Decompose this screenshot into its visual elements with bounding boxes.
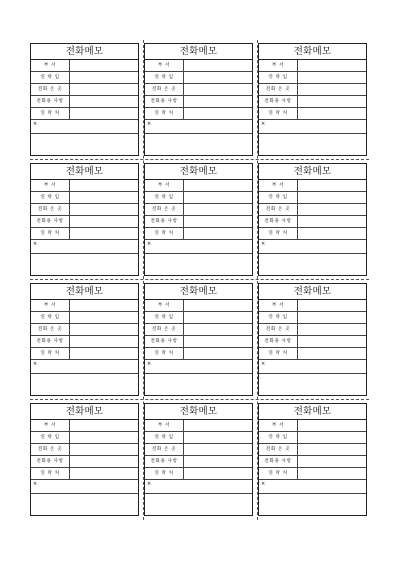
memo-title: 전화메모 [31, 284, 138, 300]
note-line[interactable] [259, 480, 366, 494]
phone-memo-form [30, 43, 139, 156]
note-mark: × [147, 361, 152, 367]
field-value[interactable] [70, 204, 138, 215]
note-line[interactable] [31, 120, 138, 134]
field-value[interactable] [70, 180, 138, 191]
field-value[interactable] [184, 432, 252, 443]
field-label-contact-person: 연 락 임 [145, 432, 184, 443]
field-label-caller: 전화 온 곳 [31, 324, 70, 335]
field-row [259, 72, 366, 84]
field-label-caller: 전화 온 곳 [259, 204, 298, 215]
field-row [259, 420, 366, 432]
field-value[interactable] [184, 456, 252, 467]
field-value[interactable] [70, 432, 138, 443]
field-row [31, 180, 138, 192]
field-value[interactable] [298, 324, 366, 335]
note-area[interactable] [31, 374, 138, 398]
field-value[interactable] [184, 420, 252, 431]
note-area[interactable] [145, 374, 252, 398]
field-label-contact-person: 연 락 임 [259, 192, 298, 203]
phone-memo-form [144, 403, 253, 516]
field-value[interactable] [70, 456, 138, 467]
note-mark: × [33, 481, 38, 487]
field-row [31, 84, 138, 96]
phone-memo-form [30, 403, 139, 516]
note-area[interactable] [145, 134, 252, 158]
field-row [31, 444, 138, 456]
note-mark: × [147, 121, 152, 127]
field-label-caller: 전화 온 곳 [31, 204, 70, 215]
field-label-contact-number: 연 락 처 [145, 468, 184, 479]
field-row [31, 60, 138, 72]
field-label-department: 부 서 [259, 180, 298, 191]
field-label-caller: 전화 온 곳 [31, 444, 70, 455]
field-value[interactable] [298, 228, 366, 239]
note-mark: × [261, 361, 266, 367]
field-value[interactable] [70, 312, 138, 323]
field-label-call-details: 전화용 사항 [259, 96, 298, 107]
field-value[interactable] [70, 324, 138, 335]
horizontal-cut-line [30, 159, 369, 160]
field-row [145, 336, 252, 348]
field-row [31, 312, 138, 324]
field-row [259, 336, 366, 348]
field-label-department: 부 서 [259, 420, 298, 431]
field-row [31, 108, 138, 120]
field-label-call-details: 전화용 사항 [145, 96, 184, 107]
field-value[interactable] [298, 468, 366, 479]
field-label-department: 부 서 [259, 60, 298, 71]
field-row [259, 96, 366, 108]
field-value[interactable] [70, 60, 138, 71]
field-value[interactable] [184, 84, 252, 95]
field-label-department: 부 서 [145, 180, 184, 191]
field-value[interactable] [184, 216, 252, 227]
field-label-contact-number: 연 락 처 [259, 348, 298, 359]
field-value[interactable] [184, 72, 252, 83]
field-value[interactable] [70, 468, 138, 479]
field-row [145, 312, 252, 324]
note-area[interactable] [259, 374, 366, 398]
note-mark: × [261, 121, 266, 127]
field-value[interactable] [184, 204, 252, 215]
field-value[interactable] [70, 420, 138, 431]
field-value[interactable] [298, 348, 366, 359]
phone-memo-form [258, 283, 367, 396]
field-row [145, 216, 252, 228]
memo-title: 전화메모 [259, 404, 366, 420]
field-value[interactable] [298, 444, 366, 455]
field-row [259, 300, 366, 312]
memo-title: 전화메모 [259, 164, 366, 180]
field-label-contact-number: 연 락 처 [145, 228, 184, 239]
field-row [259, 324, 366, 336]
field-label-call-details: 전화용 사항 [145, 216, 184, 227]
field-value[interactable] [184, 180, 252, 191]
field-row [145, 444, 252, 456]
field-row [259, 192, 366, 204]
field-row [259, 60, 366, 72]
field-value[interactable] [298, 60, 366, 71]
note-area[interactable] [31, 134, 138, 158]
field-row [259, 204, 366, 216]
note-line[interactable] [145, 360, 252, 374]
field-value[interactable] [184, 96, 252, 107]
field-row [145, 60, 252, 72]
field-value[interactable] [70, 348, 138, 359]
field-label-call-details: 전화용 사항 [31, 336, 70, 347]
note-line[interactable] [31, 360, 138, 374]
field-row [259, 108, 366, 120]
field-value[interactable] [298, 456, 366, 467]
field-value[interactable] [298, 432, 366, 443]
note-mark: × [261, 241, 266, 247]
field-row [145, 432, 252, 444]
field-row [145, 72, 252, 84]
field-label-caller: 전화 온 곳 [259, 324, 298, 335]
field-row [145, 192, 252, 204]
field-value[interactable] [298, 72, 366, 83]
field-label-department: 부 서 [31, 300, 70, 311]
field-row [259, 348, 366, 360]
memo-title: 전화메모 [31, 44, 138, 60]
note-line[interactable] [259, 240, 366, 254]
memo-title: 전화메모 [145, 404, 252, 420]
field-row [259, 228, 366, 240]
field-label-caller: 전화 온 곳 [145, 204, 184, 215]
field-label-contact-person: 연 락 임 [259, 72, 298, 83]
field-label-caller: 전화 온 곳 [145, 84, 184, 95]
field-value[interactable] [70, 72, 138, 83]
field-label-contact-person: 연 락 임 [31, 312, 70, 323]
field-value[interactable] [70, 228, 138, 239]
note-mark: × [33, 241, 38, 247]
field-row [31, 420, 138, 432]
note-area[interactable] [31, 494, 138, 518]
phone-memo-form [258, 43, 367, 156]
field-label-call-details: 전화용 사항 [259, 456, 298, 467]
memo-title: 전화메모 [145, 164, 252, 180]
field-value[interactable] [298, 192, 366, 203]
field-row [31, 432, 138, 444]
field-row [259, 444, 366, 456]
note-mark: × [147, 241, 152, 247]
field-label-call-details: 전화용 사항 [145, 456, 184, 467]
note-mark: × [33, 121, 38, 127]
field-value[interactable] [184, 108, 252, 119]
note-line[interactable] [31, 480, 138, 494]
field-row [31, 468, 138, 480]
memo-title: 전화메모 [31, 404, 138, 420]
field-label-call-details: 전화용 사항 [145, 336, 184, 347]
field-row [31, 300, 138, 312]
note-area[interactable] [145, 254, 252, 278]
field-value[interactable] [298, 300, 366, 311]
field-row [31, 192, 138, 204]
note-line[interactable] [145, 480, 252, 494]
phone-memo-form [144, 283, 253, 396]
field-row [31, 204, 138, 216]
phone-memo-form [144, 43, 253, 156]
memo-title: 전화메모 [259, 44, 366, 60]
field-value[interactable] [298, 204, 366, 215]
field-label-department: 부 서 [145, 60, 184, 71]
field-label-department: 부 서 [31, 180, 70, 191]
field-row [31, 72, 138, 84]
phone-memo-form [30, 283, 139, 396]
note-mark: × [261, 481, 266, 487]
field-row [31, 456, 138, 468]
note-area[interactable] [31, 254, 138, 278]
memo-title: 전화메모 [259, 284, 366, 300]
field-row [145, 96, 252, 108]
note-line[interactable] [145, 120, 252, 134]
note-area[interactable] [259, 494, 366, 518]
horizontal-cut-line [30, 399, 369, 400]
field-value[interactable] [70, 216, 138, 227]
field-label-contact-person: 연 락 임 [259, 432, 298, 443]
field-row [31, 216, 138, 228]
field-value[interactable] [298, 96, 366, 107]
field-row [145, 348, 252, 360]
field-row [31, 348, 138, 360]
field-label-contact-number: 연 락 처 [31, 228, 70, 239]
note-area[interactable] [259, 134, 366, 158]
note-line[interactable] [145, 240, 252, 254]
memo-title: 전화메모 [145, 44, 252, 60]
field-label-call-details: 전화용 사항 [259, 216, 298, 227]
field-label-department: 부 서 [145, 300, 184, 311]
field-label-contact-number: 연 락 처 [259, 468, 298, 479]
field-label-call-details: 전화용 사항 [31, 456, 70, 467]
field-value[interactable] [298, 84, 366, 95]
field-row [31, 228, 138, 240]
field-row [259, 312, 366, 324]
field-label-caller: 전화 온 곳 [259, 444, 298, 455]
field-value[interactable] [184, 348, 252, 359]
field-row [259, 456, 366, 468]
field-row [145, 456, 252, 468]
note-mark: × [147, 481, 152, 487]
field-value[interactable] [70, 108, 138, 119]
field-row [145, 108, 252, 120]
field-label-contact-number: 연 락 처 [145, 108, 184, 119]
field-value[interactable] [184, 468, 252, 479]
field-label-contact-person: 연 락 임 [259, 312, 298, 323]
field-value[interactable] [298, 420, 366, 431]
field-value[interactable] [70, 192, 138, 203]
field-label-department: 부 서 [259, 300, 298, 311]
field-label-contact-person: 연 락 임 [31, 72, 70, 83]
field-value[interactable] [184, 336, 252, 347]
field-value[interactable] [184, 324, 252, 335]
field-value[interactable] [184, 60, 252, 71]
note-area[interactable] [145, 494, 252, 518]
memo-title: 전화메모 [145, 284, 252, 300]
field-value[interactable] [70, 444, 138, 455]
field-value[interactable] [184, 228, 252, 239]
field-row [145, 468, 252, 480]
field-row [259, 432, 366, 444]
field-row [259, 216, 366, 228]
field-row [31, 96, 138, 108]
field-row [145, 300, 252, 312]
field-label-caller: 전화 온 곳 [145, 444, 184, 455]
field-value[interactable] [184, 192, 252, 203]
field-label-contact-person: 연 락 임 [31, 432, 70, 443]
memo-sheet [30, 40, 369, 520]
field-label-call-details: 전화용 사항 [259, 336, 298, 347]
note-line[interactable] [31, 240, 138, 254]
field-value[interactable] [70, 96, 138, 107]
field-value[interactable] [184, 444, 252, 455]
field-value[interactable] [70, 300, 138, 311]
phone-memo-form [258, 403, 367, 516]
field-value[interactable] [298, 180, 366, 191]
field-value[interactable] [298, 312, 366, 323]
note-mark: × [33, 361, 38, 367]
field-row [145, 204, 252, 216]
note-line[interactable] [259, 360, 366, 374]
field-label-contact-number: 연 락 처 [31, 468, 70, 479]
field-value[interactable] [298, 336, 366, 347]
horizontal-cut-line [30, 279, 369, 280]
field-label-contact-number: 연 락 처 [31, 108, 70, 119]
phone-memo-form [258, 163, 367, 276]
field-row [31, 324, 138, 336]
field-row [259, 180, 366, 192]
field-row [31, 336, 138, 348]
field-label-contact-person: 연 락 임 [31, 192, 70, 203]
field-row [259, 84, 366, 96]
field-label-department: 부 서 [145, 420, 184, 431]
field-label-contact-number: 연 락 처 [145, 348, 184, 359]
phone-memo-form [144, 163, 253, 276]
field-row [145, 420, 252, 432]
field-label-caller: 전화 온 곳 [259, 84, 298, 95]
field-label-contact-person: 연 락 임 [145, 312, 184, 323]
field-label-call-details: 전화용 사항 [31, 216, 70, 227]
field-value[interactable] [70, 336, 138, 347]
field-label-contact-person: 연 락 임 [145, 192, 184, 203]
field-label-contact-number: 연 락 처 [259, 108, 298, 119]
field-row [145, 84, 252, 96]
field-label-contact-person: 연 락 임 [145, 72, 184, 83]
memo-title: 전화메모 [31, 164, 138, 180]
field-label-caller: 전화 온 곳 [145, 324, 184, 335]
note-line[interactable] [259, 120, 366, 134]
field-value[interactable] [184, 312, 252, 323]
field-label-call-details: 전화용 사항 [31, 96, 70, 107]
field-label-department: 부 서 [31, 420, 70, 431]
field-row [145, 228, 252, 240]
field-row [145, 324, 252, 336]
field-value[interactable] [298, 216, 366, 227]
field-label-contact-number: 연 락 처 [259, 228, 298, 239]
phone-memo-form [30, 163, 139, 276]
field-label-contact-number: 연 락 처 [31, 348, 70, 359]
field-row [145, 180, 252, 192]
field-value[interactable] [298, 108, 366, 119]
field-label-caller: 전화 온 곳 [31, 84, 70, 95]
field-value[interactable] [70, 84, 138, 95]
field-label-department: 부 서 [31, 60, 70, 71]
field-row [259, 468, 366, 480]
note-area[interactable] [259, 254, 366, 278]
field-value[interactable] [184, 300, 252, 311]
